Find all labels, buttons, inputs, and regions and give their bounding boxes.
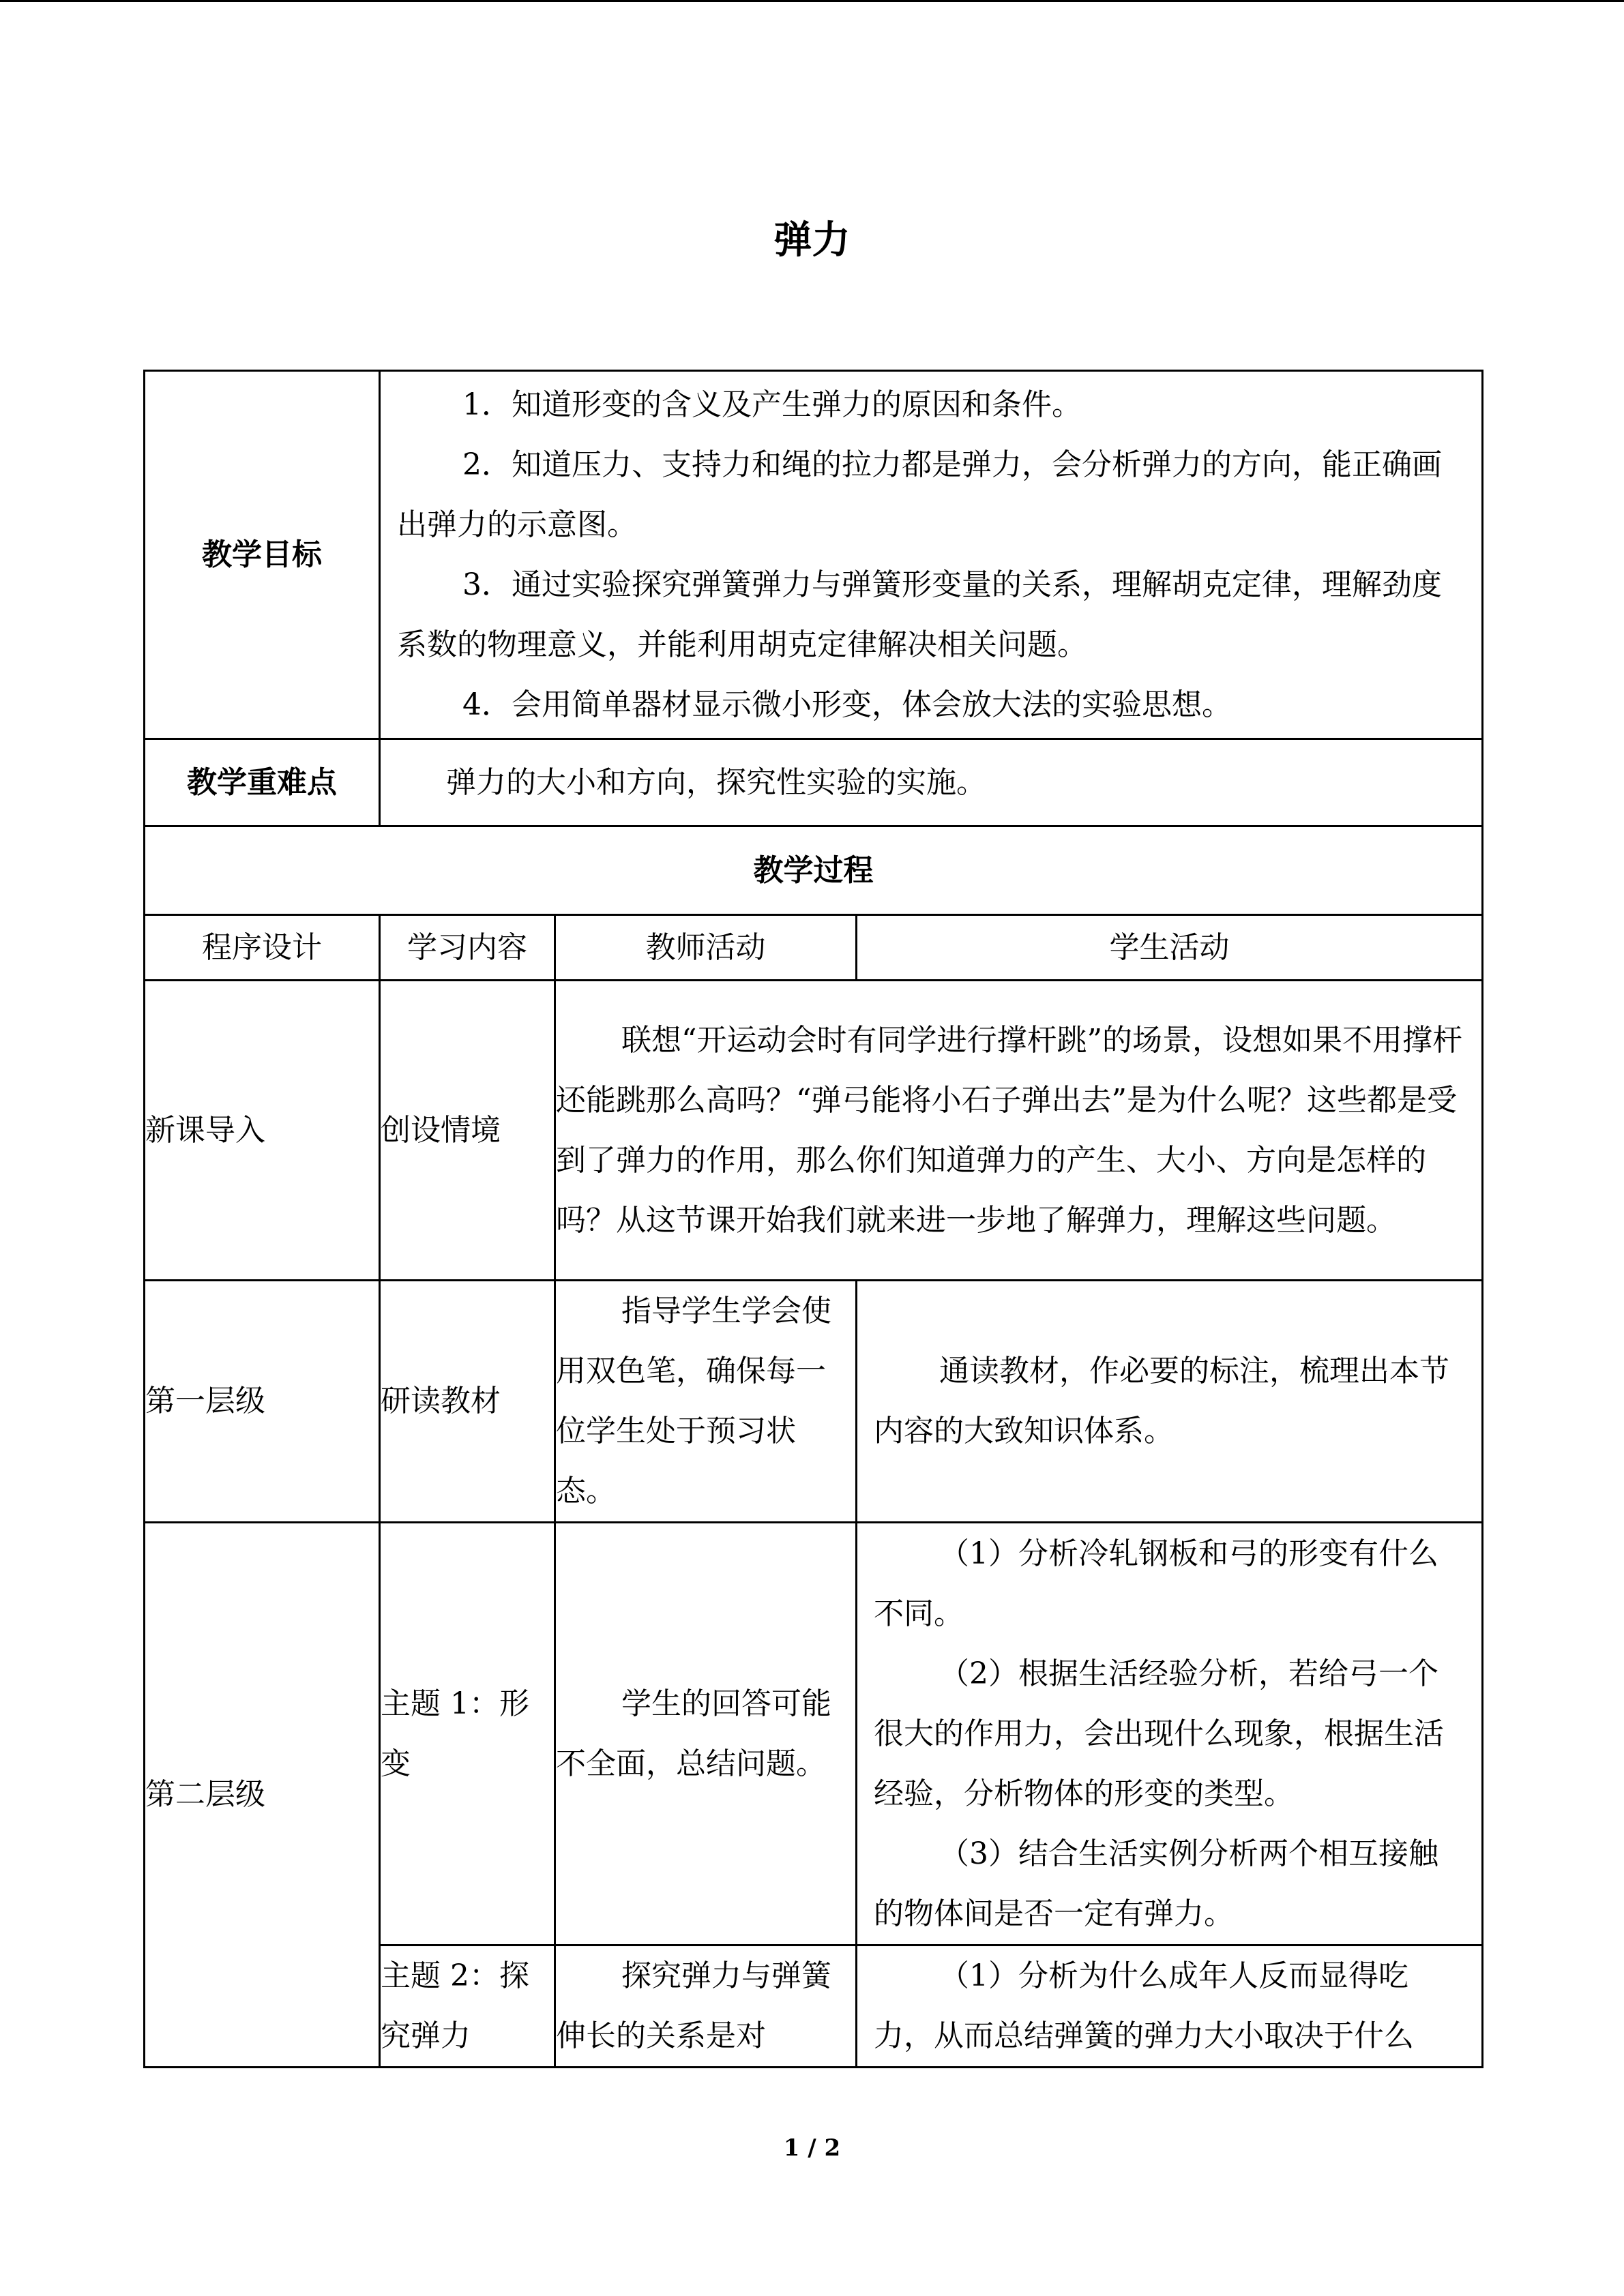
objective-item: 1．知道形变的含义及产生弹力的原因和条件。: [462, 387, 1082, 422]
teacher-activity-cell: 指导学生学会使用双色笔，确保每一位学生处于预习状态。: [555, 1281, 857, 1523]
student-activity-cell: [857, 1523, 1483, 1945]
student-activity-item: （1）分析为什么成年人反而显得吃力，从而总结弹簧的弹力大小取决于什么: [874, 1958, 1414, 2053]
teacher-activity-cell: 学生的回答可能不全面，总结问题。: [555, 1523, 857, 1945]
column-header: 学生活动: [857, 915, 1483, 981]
table-row: [145, 981, 1483, 1281]
top-border-line: [0, 0, 1624, 2]
objective-item: 4．会用简单器材显示微小形变，体会放大法的实验思想。: [462, 687, 1232, 722]
student-activity-item: （2）根据生活经验分析，若给弓一个很大的作用力，会出现什么现象，根据生活经验，分析物体的形变的类型。: [874, 1656, 1444, 1811]
key-points-row: [145, 739, 1483, 826]
objective-item: 2．知道压力、支持力和绳的拉力都是弹力，会分析弹力的方向，能正确画出弹力的示意图。: [397, 447, 1442, 542]
stage-cell: 第一层级: [145, 1281, 380, 1523]
table-row: [145, 1523, 1483, 1945]
column-header: 教师活动: [555, 915, 857, 981]
student-activity-item: 通读教材，作必要的标注，梳理出本节内容的大致知识体系。: [874, 1354, 1449, 1448]
teacher-activity-cell: 探究弹力与弹簧伸长的关系是对: [555, 1945, 857, 2068]
student-activity-item: （1）分析冷轧钢板和弓的形变有什么不同。: [874, 1536, 1438, 1631]
student-activity-cell: [857, 1281, 1483, 1523]
objectives-content: [380, 371, 1483, 739]
column-header: 程序设计: [145, 915, 380, 981]
stage-cell: 第二层级: [145, 1523, 380, 2068]
column-header-row: [145, 915, 1483, 981]
student-activity-item: （3）结合生活实例分析两个相互接触的物体间是否一定有弹力。: [874, 1836, 1438, 1931]
page-title: 弹力: [773, 218, 851, 263]
process-heading-row: [145, 826, 1483, 915]
objectives-label: 教学目标: [145, 371, 380, 739]
lesson-plan-table: [143, 370, 1483, 2068]
column-header: 学习内容: [380, 915, 555, 981]
key-points-label: 教学重难点: [145, 739, 380, 826]
content-cell: 主题 2：探究弹力: [380, 1945, 555, 2068]
table-row: [145, 1281, 1483, 1523]
objectives-row: [145, 371, 1483, 739]
content-cell: 创设情境: [380, 981, 555, 1281]
process-heading: 教学过程: [145, 826, 1483, 915]
content-cell: 主题 1：形变: [380, 1523, 555, 1945]
student-activity-cell: [857, 1945, 1483, 2068]
stage-cell: 新课导入: [145, 981, 380, 1281]
page-number: 1 / 2: [783, 2134, 841, 2162]
key-points-text: 弹力的大小和方向，探究性实验的实施。: [380, 739, 1483, 826]
objective-item: 3．通过实验探究弹簧弹力与弹簧形变量的关系，理解胡克定律，理解劲度系数的物理意义，并能利用胡克定律解决相关问题。: [397, 567, 1442, 662]
teacher-activity-cell: 联想“开运动会时有同学进行撑杆跳”的场景，设想如果不用撑杆还能跳那么高吗？“弹弓能将小石子弹出去”是为什么呢？这些都是受到了弹力的作用，那么你们知道弹力的产生、大小、方向是怎样的吗？从这节课开始我们就来进一步地了解弹力，理解这些问题。: [555, 981, 1483, 1281]
content-cell: 研读教材: [380, 1281, 555, 1523]
